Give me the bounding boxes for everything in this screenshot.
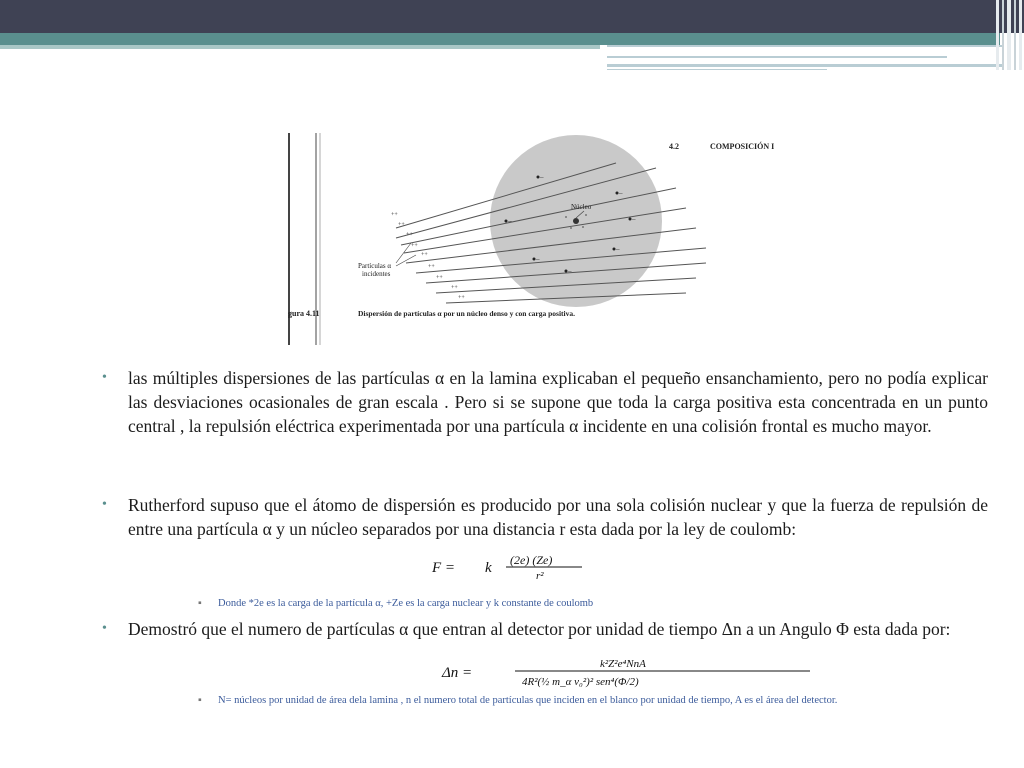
svg-text:F =: F = (432, 560, 456, 576)
rutherford-formula (440, 655, 820, 689)
teal-accent-band (0, 33, 1000, 45)
svg-text:++: ++ (436, 275, 443, 281)
svg-text:k²Z²e⁴NnA: k²Z²e⁴NnA (600, 658, 646, 670)
figure-caption-text: Dispersión de partículas α por un núcleo denso y con carga positiva. (358, 309, 575, 318)
decorative-line (607, 45, 1003, 47)
bullet-text: las múltiples dispersiones de las partículas α en la lamina explicaban el pequeño ensanchamiento, pero no podía explicar las desviaciones ocasionales de gran escala . Pero si se supone que toda la carga positiva esta concentrada en un punto central , la repulsión eléctrica experimentada por una partícula α incidente en una colisión frontal es mucho mayor. (128, 368, 988, 436)
svg-text:4R²(½ m_α v₀²)² sen⁴(Φ/2): 4R²(½ m_α v₀²)² sen⁴(Φ/2) (522, 676, 639, 688)
bullet-marker: • (102, 621, 107, 636)
subnote-text: N= núcleos por unidad de área dela lamina , n el numero total de partículas que inciden en el blanco por unidad de tiempo, A es el área del detector. (218, 695, 838, 706)
svg-text:++: ++ (411, 243, 418, 249)
bullet-marker: • (102, 370, 107, 385)
svg-text:(2e) (Ze): (2e) (Ze) (510, 553, 553, 567)
bullet-paragraph-2 (102, 493, 988, 541)
decorative-line (607, 69, 827, 70)
svg-text:–: – (632, 215, 636, 223)
svg-text:++: ++ (391, 212, 398, 218)
particles-label-line1: Partículas α (358, 262, 392, 270)
sub-bullet-marker: ▪ (198, 598, 202, 609)
figure-caption-number: gura 4.11 (288, 309, 320, 318)
decorative-line (607, 56, 947, 58)
decorative-line (607, 64, 1003, 67)
svg-text:r²: r² (536, 570, 544, 581)
svg-text:–: – (619, 189, 623, 197)
svg-text:–: – (536, 255, 540, 263)
subnote-1 (198, 598, 594, 609)
bullet-text: Rutherford supuso que el átomo de dispersión es producido por una sola colisión nuclear y que la fuerza de repulsión de entre una partícula α y un núcleo separados por una distancia r esta dada por la ley de coulomb: (128, 495, 988, 539)
subnote-text: Donde *2e es la carga de la partícula α, +Ze es la carga nuclear y k constante de coulomb (218, 598, 594, 609)
svg-text:–: – (508, 217, 512, 225)
bullet-marker: • (102, 497, 107, 512)
svg-text:–: – (540, 173, 544, 181)
teal-accent-stripe (0, 45, 600, 49)
figure-header-number: 4.2 (669, 142, 679, 151)
bullet-paragraph-1 (102, 366, 988, 438)
svg-text:–: – (616, 245, 620, 253)
svg-text:++: ++ (406, 232, 413, 238)
svg-text:++: ++ (428, 264, 435, 270)
particles-label-line2: incidentes (362, 270, 391, 278)
right-decorative-bars (992, 0, 1024, 70)
figure-header-title: COMPOSICIÓN I (710, 142, 775, 151)
bullet-text: Demostró que el numero de partículas α que entran al detector por unidad de tiempo Δn a un Angulo Φ esta dada por: (128, 619, 951, 639)
svg-text:++: ++ (458, 295, 465, 301)
svg-text:–: – (568, 267, 572, 275)
svg-text:k: k (485, 560, 492, 576)
bullet-paragraph-3 (102, 617, 988, 641)
svg-text:++: ++ (421, 252, 428, 258)
top-title-bar (0, 0, 1024, 33)
nucleus-label: Núcleo (571, 203, 592, 211)
coulomb-formula (430, 553, 630, 581)
svg-text:++: ++ (451, 285, 458, 291)
svg-text:Δn =: Δn = (442, 665, 473, 681)
svg-text:++: ++ (398, 222, 405, 228)
sub-bullet-marker: ▪ (198, 695, 202, 706)
subnote-2 (198, 695, 838, 706)
scattering-figure (286, 133, 816, 345)
